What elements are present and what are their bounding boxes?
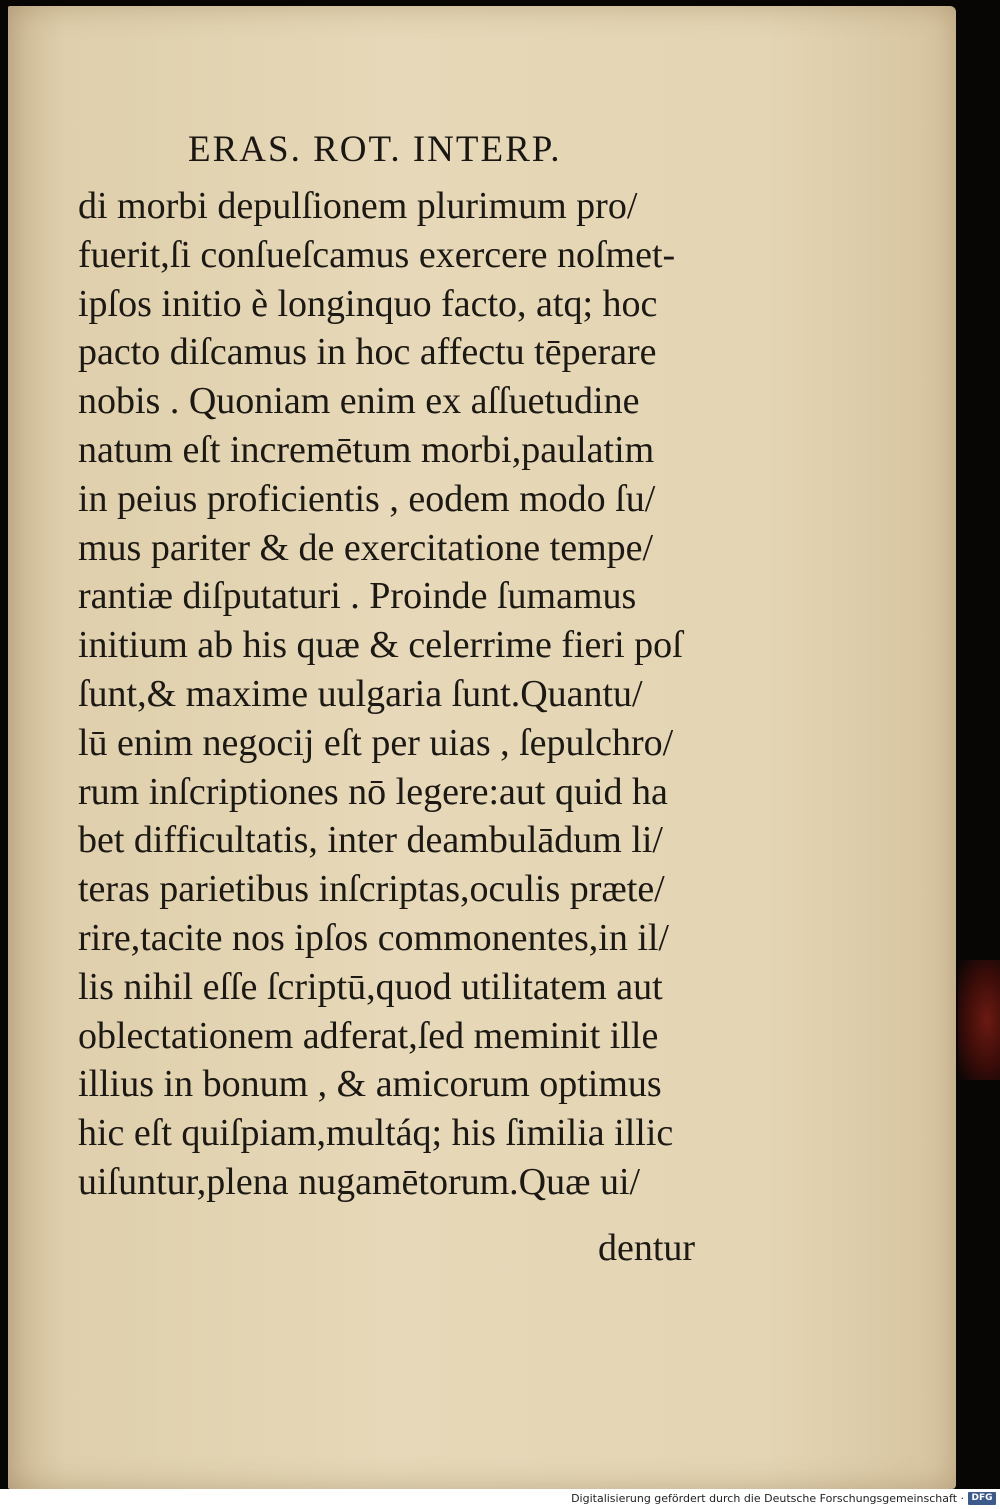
book-edge xyxy=(958,960,1000,1080)
text-line: bet difficultatis, inter deambulādum li/ xyxy=(78,819,663,862)
dfg-logo-icon: DFG xyxy=(968,1492,996,1505)
text-line: mus pariter & de exercitatione tempe/ xyxy=(78,526,654,569)
text-line: fuerit,ſi conſueſcamus exercere noſmet- xyxy=(78,233,676,276)
text-line: oblectationem adferat,ſed meminit ille xyxy=(78,1014,659,1057)
text-line: nobis . Quoniam enim ex aſſuetudine xyxy=(78,380,640,423)
text-line: illius in bonum , & amicorum optimus xyxy=(78,1063,662,1106)
funding-notice: Digitalisierung gefördert durch die Deutsche Forschungsgemeinschaft · xyxy=(571,1492,964,1505)
text-line: natum eſt incremētum morbi,paulatim xyxy=(78,428,655,471)
digitization-footer xyxy=(0,1489,1000,1509)
text-line: teras parietibus inſcriptas,oculis præte/ xyxy=(78,868,665,911)
text-line: di morbi depulſionem plurimum pro/ xyxy=(78,185,638,227)
text-line: in peius proficientis , eodem modo ſu/ xyxy=(78,477,656,520)
text-line: ipſos initio è longinquo facto, atq; hoc xyxy=(78,282,658,325)
running-head: ERAS. ROT. INTERP. xyxy=(188,129,562,170)
text-line: lis nihil eſſe ſcriptū,quod utilitatem aut xyxy=(78,965,663,1008)
catchword: dentur xyxy=(598,1227,696,1269)
text-line: uiſuntur,plena nugamētorum.Quæ ui/ xyxy=(78,1160,641,1203)
text-line: ſunt,& maxime uulgaria ſunt.Quantu/ xyxy=(78,672,643,715)
text-line: hic eſt quiſpiam,multáq; his ſimilia illic xyxy=(78,1112,674,1155)
text-line: pacto diſcamus in hoc affectu tēperare xyxy=(78,331,657,374)
page-body-text xyxy=(78,182,758,1207)
text-line: rire,tacite nos ipſos commonentes,in il/ xyxy=(78,916,669,959)
text-line: initium ab his quæ & celerrime fieri poſ xyxy=(78,624,683,667)
text-line: lū enim negocij eſt per uias , ſepulchro/ xyxy=(78,721,674,764)
book-page xyxy=(8,6,956,1489)
text-line: rum inſcriptiones nō legere:aut quid ha xyxy=(78,770,668,813)
text-line: rantiæ diſputaturi . Proinde ſumamus xyxy=(78,575,637,618)
